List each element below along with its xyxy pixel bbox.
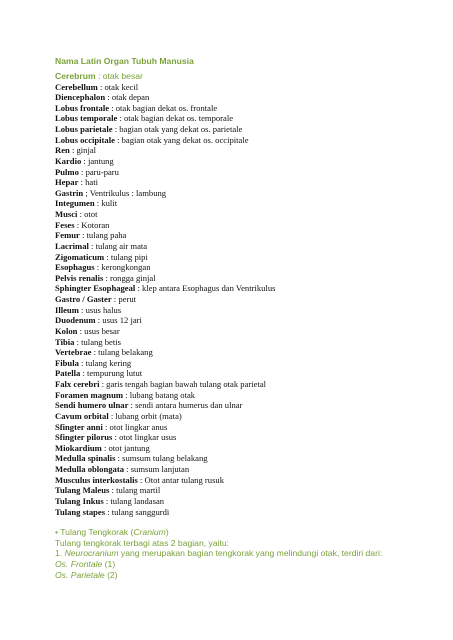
organ-entry xyxy=(55,167,433,178)
section-item-1 xyxy=(55,548,405,559)
entry-separator: : xyxy=(115,453,123,464)
entry-separator: : xyxy=(124,464,131,475)
entry-separator: : xyxy=(101,442,109,453)
entry-separator: : xyxy=(80,368,87,379)
organ-entry xyxy=(55,103,433,114)
entry-separator: : xyxy=(88,240,96,251)
entry-separator: : xyxy=(74,336,82,347)
entry-meaning: bagian otak yang dekat os. occipitale xyxy=(121,134,249,145)
entry-meaning: lubang batang otak xyxy=(129,389,196,400)
entry-meaning: paru-paru xyxy=(85,166,119,177)
entry-term: Tulang Maleus xyxy=(55,485,110,496)
entry-separator: : xyxy=(78,357,86,368)
organ-entry xyxy=(55,432,433,443)
entry-term: Lobus frontale xyxy=(55,102,110,113)
organ-entry xyxy=(55,124,433,135)
bone-name: Os. Parietale xyxy=(55,569,105,580)
entry-separator: : xyxy=(123,389,130,400)
entry-term: Tulang stapes xyxy=(55,506,106,517)
entry-term: Illeum xyxy=(55,304,79,315)
entry-separator: : xyxy=(79,230,87,241)
entry-meaning: jantung xyxy=(87,155,114,166)
bone-list xyxy=(55,559,433,580)
organ-entry xyxy=(55,507,433,518)
entry-meaning: kulit xyxy=(101,198,118,209)
organ-entry xyxy=(55,177,433,188)
entry-separator: : xyxy=(77,325,85,336)
organ-entry xyxy=(55,337,433,348)
entry-term: Vertebrae xyxy=(55,347,92,358)
entry-term: Patella xyxy=(55,368,81,379)
organ-entry xyxy=(55,92,433,103)
entry-separator: : xyxy=(94,198,102,209)
organ-entry xyxy=(55,315,433,326)
entry-meaning: tulang air mata xyxy=(95,240,148,251)
organ-entry xyxy=(55,241,433,252)
entry-meaning: sumsum tulang belakang xyxy=(122,453,208,464)
entry-separator: : xyxy=(103,495,111,506)
bone-name: Os. Frontale xyxy=(55,559,103,569)
entry-meaning: Kotoran xyxy=(81,219,110,230)
entry-meaning: ginjal xyxy=(76,145,97,156)
bone-number: (2) xyxy=(104,569,118,580)
entry-term: Sendi humero ulnar xyxy=(55,400,129,411)
section-intro: Tulang tengkorak terbagi atas 2 bagian, yaitu: xyxy=(55,537,230,548)
entry-term: Pelvis renalis xyxy=(55,272,104,283)
entry-term: Lacrimal xyxy=(55,240,89,251)
section-heading xyxy=(55,527,433,538)
entry-term: Ren xyxy=(55,145,70,156)
entry-separator: : xyxy=(74,219,82,230)
organ-entry xyxy=(55,156,433,167)
entry-meaning: usus 12 jari xyxy=(102,315,142,326)
entry-meaning: otot lingkar anus xyxy=(109,421,168,432)
entry-meaning: sendi antara humerus dan ulnar xyxy=(135,400,243,411)
entry-term: Lobus occipitale xyxy=(55,134,115,145)
organ-entry xyxy=(55,464,433,475)
entry-meaning: otot xyxy=(84,209,98,220)
organ-entry xyxy=(55,390,433,401)
organ-entry xyxy=(55,358,433,369)
entry-separator: : xyxy=(103,272,110,283)
entry-term: Sfingter anni xyxy=(55,421,103,432)
entry-meaning: lubang orbit (mata) xyxy=(115,410,182,421)
entry-separator: : xyxy=(112,124,120,135)
entry-term: Lobus parietale xyxy=(55,124,113,135)
organ-entry xyxy=(55,453,433,464)
entry-separator: : xyxy=(135,283,142,294)
entry-meaning: tulang betis xyxy=(81,336,121,347)
entry-meaning: Otot antar tulang rusuk xyxy=(144,474,225,485)
entry-term: Fibula xyxy=(55,357,79,368)
organ-entry xyxy=(55,209,433,220)
entry-term: Cavum orbital xyxy=(55,410,109,421)
entry-meaning: tulang belakang xyxy=(98,347,153,358)
entry-separator: : xyxy=(95,71,103,81)
item-number: 1. xyxy=(55,548,65,559)
entry-separator: : xyxy=(105,506,112,517)
entry-term: Sphingter Esophageal xyxy=(55,283,136,294)
entry-meaning: otak bagian dekat os. temporale xyxy=(124,113,234,124)
entry-term: Kardio xyxy=(55,155,82,166)
entry-meaning: klep antara Esophagus dan Ventrikulus xyxy=(142,283,276,294)
entry-meaning: Ventrikulus : lambung xyxy=(89,187,167,198)
organ-entry xyxy=(55,283,433,294)
entry-term: Gastrin xyxy=(55,187,84,198)
entry-separator: : xyxy=(69,145,77,156)
entry-separator: : xyxy=(81,155,88,166)
entry-meaning: tulang paha xyxy=(86,230,127,241)
entry-term: Foramen magnum xyxy=(55,389,124,400)
heading-suffix: ) xyxy=(165,527,169,538)
entry-term: Cerebrum xyxy=(55,71,96,81)
page-title: Nama Latin Organ Tubuh Manusia xyxy=(55,56,194,66)
organ-entry xyxy=(55,368,433,379)
entry-cerebrum xyxy=(55,71,433,82)
entry-separator: : xyxy=(91,347,99,358)
entry-term: Tibia xyxy=(55,336,75,347)
entry-term: Musci xyxy=(55,209,78,220)
entry-separator: : xyxy=(99,379,107,390)
entry-meaning: otak kecil xyxy=(104,81,139,92)
entry-separator: : xyxy=(94,262,102,273)
entry-term: Duodenum xyxy=(55,315,96,326)
entry-separator: : xyxy=(102,421,110,432)
organ-entry xyxy=(55,485,433,496)
entry-term: Integumen xyxy=(55,198,95,209)
entry-term: Musculus interkostalis xyxy=(55,474,138,485)
item-italic: Neurocranium xyxy=(64,548,119,559)
entry-separator: ; xyxy=(83,187,90,198)
entry-term: Pulmo xyxy=(55,166,79,177)
organ-entry xyxy=(55,135,433,146)
entry-meaning: usus besar xyxy=(84,325,120,336)
entry-separator: : xyxy=(111,294,119,305)
entry-separator: : xyxy=(108,410,116,421)
entry-separator: : xyxy=(112,432,120,443)
entry-term: Femur xyxy=(55,230,80,241)
organ-entry xyxy=(55,252,433,263)
item-text: yang merupakan bagian tengkorak yang melindungi otak, terdiri dari: xyxy=(118,548,383,559)
heading-prefix: • Tulang Tengkorak ( xyxy=(55,527,134,538)
organ-entry xyxy=(55,273,433,284)
entry-separator: : xyxy=(78,304,86,315)
organ-entry xyxy=(55,188,433,199)
organ-entry xyxy=(55,475,433,486)
entry-meaning: tulang kering xyxy=(85,357,132,368)
entry-separator: : xyxy=(109,102,116,113)
organ-entry xyxy=(55,422,433,433)
entry-separator: : xyxy=(97,81,105,92)
entry-term: Diencephalon xyxy=(55,92,106,103)
entry-separator: : xyxy=(105,92,112,103)
entry-term: Sfingter pilorus xyxy=(55,432,113,443)
bone-item xyxy=(55,559,433,570)
entry-meaning: perut xyxy=(118,294,137,305)
organ-entry xyxy=(55,230,433,241)
organ-entry xyxy=(55,220,433,231)
entry-term: Kolon xyxy=(55,325,78,336)
organ-entry xyxy=(55,113,433,124)
organ-entry xyxy=(55,82,433,93)
organ-list xyxy=(55,82,433,518)
entry-meaning: hati xyxy=(85,177,98,188)
entry-term: Tulang Inkus xyxy=(55,495,104,506)
entry-separator: : xyxy=(95,315,103,326)
entry-meaning: otak bagian dekat os. frontale xyxy=(115,102,218,113)
organ-entry xyxy=(55,379,433,390)
entry-meaning: tulang sanggurdi xyxy=(111,506,170,517)
organ-entry xyxy=(55,198,433,209)
entry-separator: : xyxy=(109,485,117,496)
entry-meaning: tulang pipi xyxy=(110,251,148,262)
organ-entry xyxy=(55,411,433,422)
entry-meaning: tempurung lutut xyxy=(86,368,143,379)
entry-term: Zigomaticum xyxy=(55,251,105,262)
cranium-section xyxy=(55,527,433,580)
organ-entry xyxy=(55,347,433,358)
entry-term: Gastro / Gaster xyxy=(55,294,112,305)
entry-term: Feses xyxy=(55,219,75,230)
bone-item xyxy=(55,570,433,581)
bone-number: (1) xyxy=(102,559,116,569)
organ-entry xyxy=(55,262,433,273)
entry-term: Medulla oblongata xyxy=(55,464,124,475)
entry-term: Hepar xyxy=(55,177,79,188)
organ-entry xyxy=(55,400,433,411)
entry-meaning: otak besar xyxy=(102,71,143,81)
organ-entry xyxy=(55,305,433,316)
entry-meaning: otot jantung xyxy=(108,442,150,453)
entry-term: Lobus temporale xyxy=(55,113,118,124)
entry-meaning: garis tengah bagian bawah tulang otak parietal xyxy=(106,379,267,390)
entry-meaning: tulang martil xyxy=(116,485,161,496)
entry-meaning: kerongkongan xyxy=(101,262,151,273)
entry-meaning: otot lingkar usus xyxy=(119,432,177,443)
entry-meaning: tulang landasan xyxy=(110,495,165,506)
entry-term: Esophagus xyxy=(55,262,95,273)
entry-separator: : xyxy=(104,251,111,262)
organ-entry xyxy=(55,443,433,454)
entry-separator: : xyxy=(78,177,86,188)
entry-separator: : xyxy=(77,209,85,220)
entry-term: Falx cerebri xyxy=(55,379,100,390)
entry-term: Cerebellum xyxy=(55,81,98,92)
entry-separator: : xyxy=(137,474,145,485)
organ-entry xyxy=(55,294,433,305)
entry-separator: : xyxy=(128,400,136,411)
entry-term: Miokardium xyxy=(55,442,102,453)
entry-separator: : xyxy=(117,113,124,124)
entry-separator: : xyxy=(114,134,122,145)
entry-term: Medulla spinalis xyxy=(55,453,116,464)
organ-entry xyxy=(55,145,433,156)
entry-meaning: usus halus xyxy=(85,304,122,315)
heading-italic: Cranium xyxy=(133,527,166,538)
entry-meaning: otak depan xyxy=(111,92,150,103)
organ-entry xyxy=(55,496,433,507)
entry-meaning: bagian otak yang dekat os. parietale xyxy=(119,124,243,135)
entry-meaning: rongga ginjal xyxy=(110,272,156,283)
entry-separator: : xyxy=(78,166,86,177)
organ-entry xyxy=(55,326,433,337)
entry-meaning: sumsum lanjutan xyxy=(130,464,190,475)
